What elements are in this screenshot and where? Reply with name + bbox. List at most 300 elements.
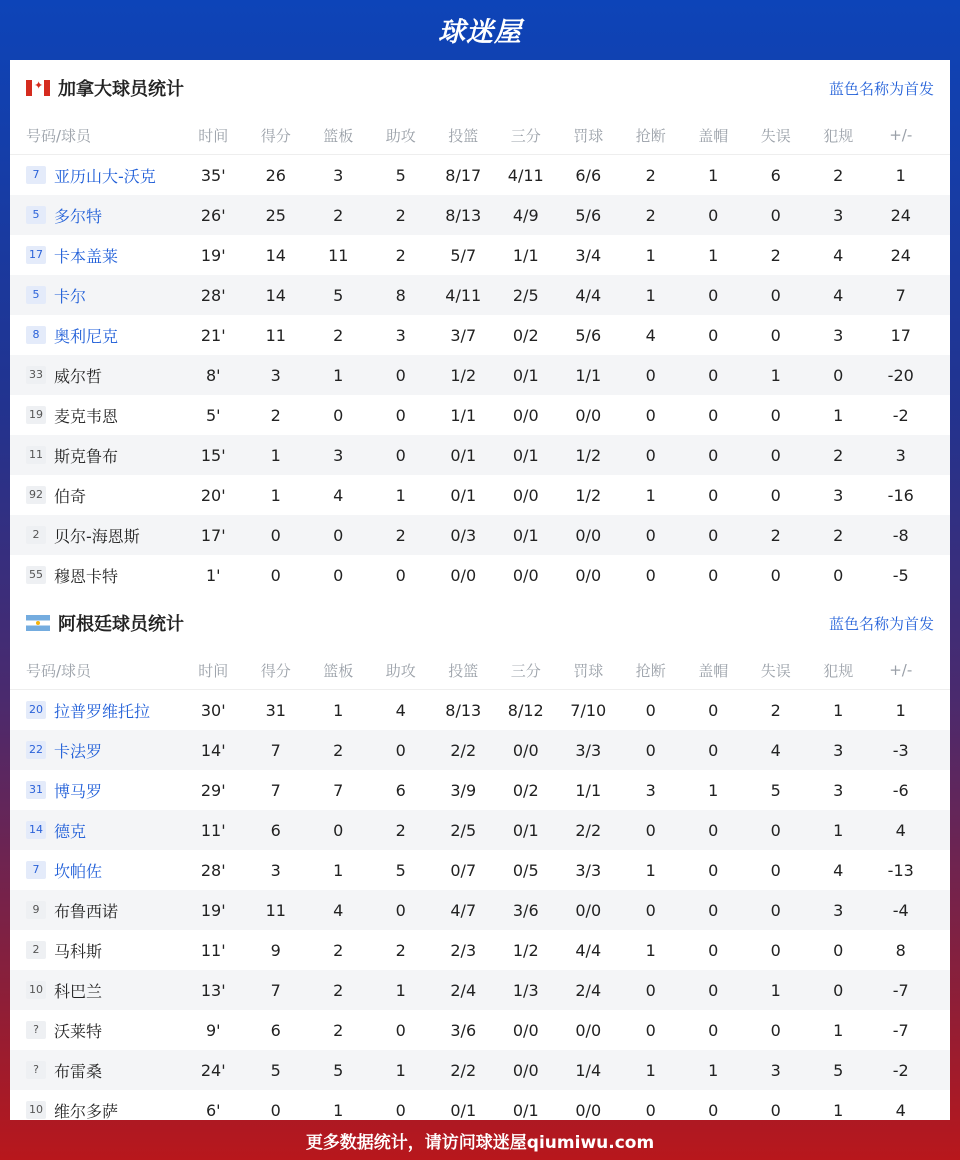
footer-banner: 更多数据统计，请访问球迷屋qiumiwu.com bbox=[305, 1132, 655, 1153]
stat-cell: 8/13 bbox=[445, 205, 482, 225]
stat-cell: 1 bbox=[708, 780, 719, 800]
stat-cell: 1 bbox=[645, 485, 656, 505]
stat-cell: 8 bbox=[395, 285, 406, 305]
player-cell bbox=[10, 899, 182, 922]
stat-cell: 2 bbox=[395, 245, 406, 265]
player-cell bbox=[10, 819, 182, 842]
stat-cell: 0 bbox=[395, 405, 406, 425]
stat-cell: 35' bbox=[200, 165, 226, 185]
stat-cell: 24' bbox=[200, 1060, 226, 1080]
player-cell bbox=[10, 484, 182, 507]
table-row bbox=[10, 810, 950, 850]
stat-cell: -6 bbox=[892, 780, 909, 800]
stat-cell: 5 bbox=[270, 1060, 281, 1080]
stat-cell: 3/9 bbox=[450, 780, 477, 800]
stat-cell: 0/0 bbox=[575, 1100, 602, 1120]
stat-cell: 0 bbox=[770, 445, 781, 465]
stat-cell: 17' bbox=[200, 525, 226, 545]
table-row bbox=[10, 970, 950, 1010]
table-row bbox=[10, 315, 950, 355]
table-row bbox=[10, 195, 950, 235]
column-header: 助攻 bbox=[385, 126, 416, 145]
stat-cell: -8 bbox=[892, 525, 909, 545]
stat-cell: 2 bbox=[770, 700, 781, 720]
canada-flag-icon bbox=[26, 80, 50, 96]
stat-cell: 4/4 bbox=[575, 285, 602, 305]
stat-cell: 0 bbox=[708, 1100, 719, 1120]
stat-cell: 0 bbox=[833, 565, 844, 585]
stat-cell: 3 bbox=[333, 165, 344, 185]
stat-cell: 1 bbox=[270, 445, 281, 465]
stat-cell: 3 bbox=[833, 780, 844, 800]
stat-cell: 2 bbox=[333, 1020, 344, 1040]
stat-cell: 3/6 bbox=[450, 1020, 477, 1040]
stat-cell: 1 bbox=[645, 285, 656, 305]
stat-cell: 2 bbox=[333, 980, 344, 1000]
stat-cell: 4 bbox=[333, 900, 344, 920]
stat-cell: 26 bbox=[265, 165, 286, 185]
team-section-header bbox=[10, 595, 950, 651]
stat-cell: 0 bbox=[645, 1020, 656, 1040]
player-name: 威尔哲 bbox=[54, 366, 103, 386]
stat-cell: -2 bbox=[892, 405, 909, 425]
stat-cell: 0/0 bbox=[512, 1060, 539, 1080]
table-row bbox=[10, 770, 950, 810]
stat-cell: 11' bbox=[200, 820, 226, 840]
table-row bbox=[10, 475, 950, 515]
stat-cell: 3/3 bbox=[575, 740, 602, 760]
stat-cell: 2 bbox=[333, 325, 344, 345]
stat-cell: 3 bbox=[833, 740, 844, 760]
stat-cell: 2/4 bbox=[450, 980, 477, 1000]
stat-cell: 0/0 bbox=[512, 1020, 539, 1040]
stat-cell: 6/6 bbox=[575, 165, 602, 185]
stat-cell: 2 bbox=[770, 525, 781, 545]
stat-cell: 15' bbox=[200, 445, 226, 465]
player-name[interactable]: 博马罗 bbox=[54, 781, 103, 801]
stat-cell: 0 bbox=[708, 860, 719, 880]
stat-cell: 0/0 bbox=[575, 565, 602, 585]
stat-cell: 4 bbox=[833, 860, 844, 880]
stat-cell: 0 bbox=[645, 700, 656, 720]
column-header: 篮板 bbox=[323, 661, 354, 680]
stat-cell: 7 bbox=[333, 780, 344, 800]
jersey-number-badge: 11 bbox=[26, 446, 46, 464]
stat-cell: 0 bbox=[645, 1100, 656, 1120]
stat-cell: 0 bbox=[270, 565, 281, 585]
stat-cell: 0 bbox=[645, 445, 656, 465]
column-header: 号码/球员 bbox=[26, 661, 92, 680]
column-header: 失误 bbox=[760, 126, 791, 145]
stat-cell: 0/1 bbox=[450, 445, 477, 465]
stat-cell: 2 bbox=[833, 165, 844, 185]
stat-cell: 1 bbox=[645, 940, 656, 960]
stat-cell: 0 bbox=[770, 285, 781, 305]
stat-cell: 5 bbox=[770, 780, 781, 800]
stat-cell: 1/1 bbox=[450, 405, 477, 425]
stat-cell: 0 bbox=[708, 565, 719, 585]
stat-cell: 1/4 bbox=[575, 1060, 602, 1080]
stat-cell: 0 bbox=[708, 700, 719, 720]
stat-cell: 2/2 bbox=[450, 740, 477, 760]
stat-cell: 2 bbox=[395, 940, 406, 960]
player-cell bbox=[10, 164, 182, 187]
column-header: +/- bbox=[889, 126, 913, 144]
jersey-number-badge: 55 bbox=[26, 566, 46, 584]
stat-cell: 4 bbox=[895, 1100, 906, 1120]
stat-cell: -2 bbox=[892, 1060, 909, 1080]
player-cell bbox=[10, 1099, 182, 1122]
team-section-header bbox=[10, 60, 950, 116]
stat-cell: -4 bbox=[892, 900, 909, 920]
table-row bbox=[10, 155, 950, 195]
player-cell bbox=[10, 859, 182, 882]
stat-cell: 4 bbox=[895, 820, 906, 840]
player-name[interactable]: 德克 bbox=[54, 821, 87, 841]
player-name[interactable]: 奥利尼克 bbox=[54, 326, 119, 346]
stat-cell: 0 bbox=[333, 820, 344, 840]
stat-cell: 7 bbox=[270, 980, 281, 1000]
player-name: 伯奇 bbox=[54, 486, 87, 506]
stat-cell: 5' bbox=[205, 405, 221, 425]
table-row bbox=[10, 355, 950, 395]
stats-card bbox=[10, 60, 950, 1120]
stat-cell: 3 bbox=[833, 325, 844, 345]
stat-cell: 3/4 bbox=[575, 245, 602, 265]
stat-cell: 2/5 bbox=[512, 285, 539, 305]
stat-cell: 3 bbox=[645, 780, 656, 800]
stat-cell: 0 bbox=[645, 820, 656, 840]
stat-cell: 0 bbox=[770, 325, 781, 345]
stat-cell: 3/7 bbox=[450, 325, 477, 345]
stat-cell: 11 bbox=[265, 325, 286, 345]
stat-cell: 2 bbox=[645, 205, 656, 225]
stat-cell: 4/7 bbox=[450, 900, 477, 920]
table-row bbox=[10, 395, 950, 435]
stat-cell: 1/3 bbox=[512, 980, 539, 1000]
jersey-number-badge: 17 bbox=[26, 246, 46, 264]
table-row bbox=[10, 1050, 950, 1090]
stat-cell: 0 bbox=[645, 525, 656, 545]
column-header: 时间 bbox=[198, 661, 229, 680]
stat-cell: 2 bbox=[395, 525, 406, 545]
team-title bbox=[26, 610, 184, 636]
stat-cell: 28' bbox=[200, 860, 226, 880]
stat-cell: 1 bbox=[645, 860, 656, 880]
team-title-text: 加拿大球员统计 bbox=[58, 79, 184, 100]
stat-cell: 0/0 bbox=[450, 565, 477, 585]
stat-cell: 6 bbox=[270, 1020, 281, 1040]
table-row bbox=[10, 555, 950, 595]
table-row bbox=[10, 435, 950, 475]
player-cell bbox=[10, 1019, 182, 1042]
stat-cell: -7 bbox=[892, 1020, 909, 1040]
stat-cell: 3 bbox=[833, 900, 844, 920]
stat-cell: 2/2 bbox=[575, 820, 602, 840]
stat-cell: 0 bbox=[708, 405, 719, 425]
stat-cell: 31 bbox=[265, 700, 286, 720]
stat-cell: 5/6 bbox=[575, 205, 602, 225]
stat-cell: 0 bbox=[708, 820, 719, 840]
stat-cell: 5/6 bbox=[575, 325, 602, 345]
stat-cell: 14 bbox=[265, 245, 286, 265]
stat-cell: 4 bbox=[395, 700, 406, 720]
player-name[interactable]: 多尔特 bbox=[54, 206, 103, 226]
column-header: 罚球 bbox=[573, 126, 604, 145]
jersey-number-badge: ? bbox=[26, 1061, 46, 1079]
player-name[interactable]: 卡尔 bbox=[54, 286, 87, 306]
jersey-number-badge: ? bbox=[26, 1021, 46, 1039]
jersey-number-badge: 92 bbox=[26, 486, 46, 504]
jersey-number-badge: 22 bbox=[26, 741, 46, 759]
stat-cell: 4/4 bbox=[575, 940, 602, 960]
stat-cell: 3/3 bbox=[575, 860, 602, 880]
table-row bbox=[10, 730, 950, 770]
column-header: +/- bbox=[889, 661, 913, 679]
stat-cell: 1 bbox=[645, 1060, 656, 1080]
jersey-number-badge: 19 bbox=[26, 406, 46, 424]
stat-cell: 1/1 bbox=[512, 245, 539, 265]
player-cell bbox=[10, 1059, 182, 1082]
stat-cell: 0 bbox=[770, 485, 781, 505]
player-cell bbox=[10, 324, 182, 347]
jersey-number-badge: 31 bbox=[26, 781, 46, 799]
stat-cell: 6 bbox=[770, 165, 781, 185]
player-cell bbox=[10, 564, 182, 587]
stat-cell: 1 bbox=[770, 365, 781, 385]
player-cell bbox=[10, 939, 182, 962]
table-header-row bbox=[10, 116, 950, 155]
table-row bbox=[10, 515, 950, 555]
starter-legend: 蓝色名称为首发 bbox=[828, 614, 934, 633]
stat-cell: 1/2 bbox=[512, 940, 539, 960]
table-row bbox=[10, 890, 950, 930]
jersey-number-badge: 33 bbox=[26, 366, 46, 384]
table-row bbox=[10, 275, 950, 315]
stat-cell: -7 bbox=[892, 980, 909, 1000]
stat-cell: 29' bbox=[200, 780, 226, 800]
stat-cell: 2 bbox=[833, 445, 844, 465]
stat-cell: 25 bbox=[265, 205, 286, 225]
stat-cell: 0 bbox=[708, 1020, 719, 1040]
stat-cell: 2 bbox=[645, 165, 656, 185]
team-title bbox=[26, 75, 184, 101]
stat-cell: 0 bbox=[708, 445, 719, 465]
stat-cell: 1 bbox=[895, 700, 906, 720]
stat-cell: 1 bbox=[395, 1060, 406, 1080]
column-header: 号码/球员 bbox=[26, 126, 92, 145]
stat-cell: 0 bbox=[833, 365, 844, 385]
stat-cell: -3 bbox=[892, 740, 909, 760]
stat-cell: 0/0 bbox=[512, 485, 539, 505]
stat-cell: 2/2 bbox=[450, 1060, 477, 1080]
player-name[interactable]: 卡本盖莱 bbox=[54, 246, 119, 266]
stat-cell: 3 bbox=[395, 325, 406, 345]
player-cell bbox=[10, 284, 182, 307]
stat-cell: 1 bbox=[833, 1020, 844, 1040]
stat-cell: 24 bbox=[890, 205, 911, 225]
stat-cell: 2 bbox=[395, 205, 406, 225]
stat-cell: 0 bbox=[708, 285, 719, 305]
stat-cell: 0/2 bbox=[512, 325, 539, 345]
stat-cell: 0 bbox=[333, 405, 344, 425]
stat-cell: 0 bbox=[770, 820, 781, 840]
column-header: 三分 bbox=[510, 661, 541, 680]
stat-cell: 0/1 bbox=[450, 485, 477, 505]
stat-cell: 0/1 bbox=[512, 365, 539, 385]
column-header: 时间 bbox=[198, 126, 229, 145]
player-cell bbox=[10, 779, 182, 802]
stat-cell: 2 bbox=[333, 940, 344, 960]
stat-cell: 0/0 bbox=[575, 900, 602, 920]
stat-cell: 0 bbox=[708, 525, 719, 545]
stat-cell: 6' bbox=[205, 1100, 221, 1120]
team-title-text: 阿根廷球员统计 bbox=[58, 614, 184, 635]
column-header: 得分 bbox=[260, 126, 291, 145]
player-name[interactable]: 拉普罗维托拉 bbox=[54, 701, 151, 721]
stat-cell: 1/1 bbox=[575, 365, 602, 385]
jersey-number-badge: 2 bbox=[26, 526, 46, 544]
stat-cell: 7 bbox=[895, 285, 906, 305]
column-header: 犯规 bbox=[823, 126, 854, 145]
stat-cell: 1/2 bbox=[575, 445, 602, 465]
table-row bbox=[10, 850, 950, 890]
stat-cell: 3 bbox=[770, 1060, 781, 1080]
player-name: 维尔多萨 bbox=[54, 1101, 119, 1121]
stat-cell: 1/2 bbox=[575, 485, 602, 505]
stat-cell: 1/1 bbox=[575, 780, 602, 800]
stat-cell: 8 bbox=[895, 940, 906, 960]
stat-cell: 0/2 bbox=[512, 780, 539, 800]
stat-cell: 3 bbox=[270, 365, 281, 385]
stat-cell: 0/1 bbox=[512, 525, 539, 545]
player-cell bbox=[10, 364, 182, 387]
stat-cell: 5 bbox=[333, 285, 344, 305]
stat-cell: 0 bbox=[770, 860, 781, 880]
player-name[interactable]: 坎帕佐 bbox=[54, 861, 103, 881]
stat-cell: 0 bbox=[645, 980, 656, 1000]
column-header: 投篮 bbox=[448, 661, 479, 680]
column-header: 罚球 bbox=[573, 661, 604, 680]
stat-cell: 2 bbox=[395, 820, 406, 840]
stat-cell: 5 bbox=[395, 165, 406, 185]
player-name: 布雷桑 bbox=[54, 1061, 103, 1081]
player-cell bbox=[10, 444, 182, 467]
stat-cell: 3 bbox=[833, 485, 844, 505]
stat-cell: 0 bbox=[708, 940, 719, 960]
stat-cell: 0 bbox=[708, 740, 719, 760]
player-name: 布鲁西诺 bbox=[54, 901, 119, 921]
stat-cell: 2/5 bbox=[450, 820, 477, 840]
player-name: 马科斯 bbox=[54, 941, 103, 961]
player-cell bbox=[10, 524, 182, 547]
stat-cell: 0 bbox=[770, 1100, 781, 1120]
stat-cell: 0 bbox=[770, 565, 781, 585]
player-name: 麦克韦恩 bbox=[54, 406, 119, 426]
player-cell bbox=[10, 244, 182, 267]
jersey-number-badge: 14 bbox=[26, 821, 46, 839]
stat-cell: 8' bbox=[205, 365, 221, 385]
stat-cell: 1 bbox=[708, 1060, 719, 1080]
stat-cell: 0 bbox=[395, 365, 406, 385]
stat-cell: 0 bbox=[395, 445, 406, 465]
jersey-number-badge: 7 bbox=[26, 166, 46, 184]
stat-cell: 1 bbox=[333, 1100, 344, 1120]
column-header: 失误 bbox=[760, 661, 791, 680]
stat-cell: 0/0 bbox=[512, 740, 539, 760]
stat-cell: 11 bbox=[328, 245, 349, 265]
player-cell bbox=[10, 699, 182, 722]
stat-cell: 4/11 bbox=[445, 285, 482, 305]
column-header: 盖帽 bbox=[698, 661, 729, 680]
stat-cell: 11 bbox=[265, 900, 286, 920]
player-name: 沃莱特 bbox=[54, 1021, 103, 1041]
stat-cell: 7 bbox=[270, 740, 281, 760]
stat-cell: 0/5 bbox=[512, 860, 539, 880]
stat-cell: 7/10 bbox=[570, 700, 607, 720]
player-cell bbox=[10, 739, 182, 762]
stat-cell: 0 bbox=[333, 525, 344, 545]
stat-cell: 0 bbox=[395, 1020, 406, 1040]
stat-cell: 5/7 bbox=[450, 245, 477, 265]
stat-cell: 0/0 bbox=[575, 525, 602, 545]
player-name[interactable]: 亚历山大-沃克 bbox=[54, 166, 156, 186]
stat-cell: 1 bbox=[833, 820, 844, 840]
stat-cell: 2 bbox=[333, 205, 344, 225]
stat-cell: 0 bbox=[645, 565, 656, 585]
stat-cell: 17 bbox=[890, 325, 911, 345]
jersey-number-badge: 20 bbox=[26, 701, 46, 719]
stat-cell: 3 bbox=[833, 205, 844, 225]
stat-cell: 1 bbox=[333, 700, 344, 720]
stat-cell: 14' bbox=[200, 740, 226, 760]
stat-cell: 0/1 bbox=[512, 820, 539, 840]
stat-cell: 0 bbox=[770, 205, 781, 225]
stat-cell: 1 bbox=[833, 405, 844, 425]
table-row bbox=[10, 235, 950, 275]
stat-cell: 13' bbox=[200, 980, 226, 1000]
jersey-number-badge: 10 bbox=[26, 1101, 46, 1119]
player-cell bbox=[10, 204, 182, 227]
table-row bbox=[10, 1010, 950, 1050]
stat-cell: 0 bbox=[833, 940, 844, 960]
stat-cell: 4 bbox=[645, 325, 656, 345]
table-header-row bbox=[10, 651, 950, 690]
stat-cell: -20 bbox=[887, 365, 914, 385]
stat-cell: 6 bbox=[270, 820, 281, 840]
player-name[interactable]: 卡法罗 bbox=[54, 741, 103, 761]
stat-cell: 2 bbox=[770, 245, 781, 265]
stat-cell: 0 bbox=[770, 900, 781, 920]
stat-cell: 0/3 bbox=[450, 525, 477, 545]
stat-cell: 21' bbox=[200, 325, 226, 345]
stat-cell: 1 bbox=[270, 485, 281, 505]
stat-cell: -13 bbox=[887, 860, 914, 880]
stat-cell: 0 bbox=[645, 365, 656, 385]
stat-cell: 4 bbox=[833, 245, 844, 265]
jersey-number-badge: 10 bbox=[26, 981, 46, 999]
stat-cell: 0 bbox=[645, 900, 656, 920]
stat-cell: 0/0 bbox=[575, 405, 602, 425]
stat-cell: 8/17 bbox=[445, 165, 482, 185]
stat-cell: 4/9 bbox=[512, 205, 539, 225]
stat-cell: 2/3 bbox=[450, 940, 477, 960]
stat-cell: 1 bbox=[833, 700, 844, 720]
stat-cell: 1 bbox=[395, 980, 406, 1000]
stat-cell: 0/0 bbox=[575, 1020, 602, 1040]
argentina-flag-icon bbox=[26, 615, 50, 631]
column-header: 篮板 bbox=[323, 126, 354, 145]
